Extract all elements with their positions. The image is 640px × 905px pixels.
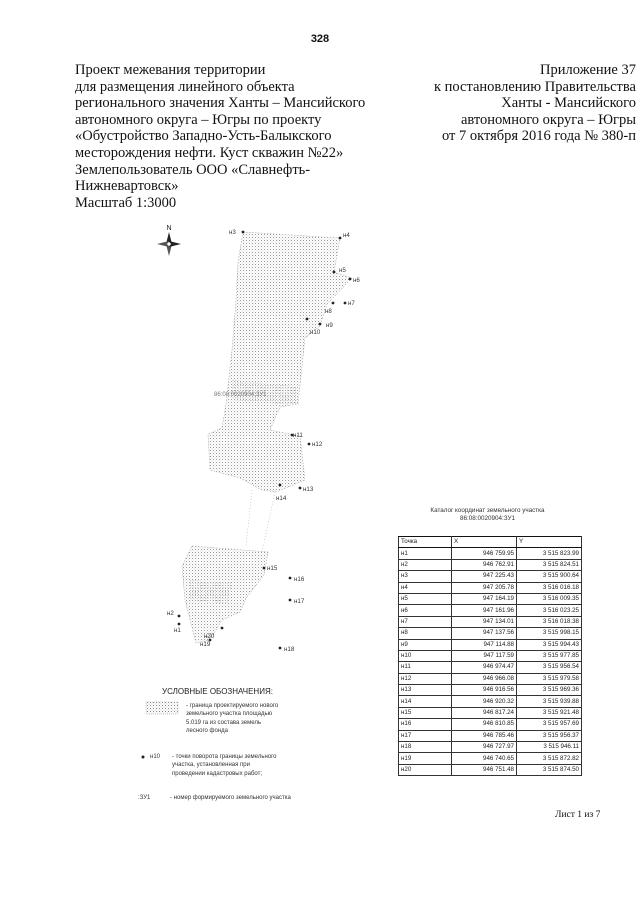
point-label: н7: [348, 300, 355, 307]
point-cell: н17: [399, 730, 452, 741]
legend-point-symbol: н10: [150, 754, 160, 760]
appendix-line: к постановлению Правительства: [434, 78, 636, 95]
point-cell: н18: [399, 742, 452, 753]
boundary-point: [308, 443, 311, 446]
x-coordinate-cell: 946 759.95: [452, 548, 517, 559]
point-label: н13: [303, 486, 314, 493]
x-coordinate-cell: 947 161.96: [452, 605, 517, 616]
y-coordinate-cell: 3 515 998.15: [517, 628, 582, 639]
title-line: для размещения линейного объекта: [75, 78, 295, 95]
parcel-boundary: [182, 232, 352, 643]
table-row: [399, 571, 582, 582]
x-coordinate-cell: 947 205.78: [452, 582, 517, 593]
boundary-point: [178, 623, 181, 626]
boundary-point: [319, 323, 322, 326]
column-header: X: [452, 537, 517, 548]
x-coordinate-cell: 947 117.59: [452, 650, 517, 661]
point-label: н2: [167, 610, 174, 617]
title-line: Нижневартовск»: [75, 178, 179, 195]
point-label: н6: [353, 277, 360, 284]
table-row: [399, 753, 582, 764]
legend-symbols: [142, 702, 179, 759]
point-label: н20: [204, 633, 215, 640]
y-coordinate-cell: 3 515 956.54: [517, 662, 582, 673]
x-coordinate-cell: 946 762.91: [452, 559, 517, 570]
point-cell: н10: [399, 650, 452, 661]
coordinate-catalog-table: [398, 536, 582, 776]
y-coordinate-cell: 3 515 824.51: [517, 559, 582, 570]
boundary-point: [339, 237, 342, 240]
boundary-point: [279, 484, 282, 487]
y-coordinate-cell: 3 516 023.25: [517, 605, 582, 616]
point-cell: н15: [399, 707, 452, 718]
appendix-line: Приложение 37: [540, 62, 636, 78]
legend-item-boundary: [186, 702, 278, 736]
point-cell: н3: [399, 571, 452, 582]
legend-text: 5.019 га из состава земель: [186, 719, 261, 726]
boundary-point: [344, 302, 347, 305]
table-row: [399, 582, 582, 593]
point-cell: н12: [399, 673, 452, 684]
y-coordinate-cell: 3 515 823.99: [517, 548, 582, 559]
x-coordinate-cell: 946 920.32: [452, 696, 517, 707]
legend-text: участка, установленная при: [172, 762, 250, 769]
boundary-point: [178, 615, 181, 618]
point-cell: н16: [399, 719, 452, 730]
table-row: [399, 605, 582, 616]
x-coordinate-cell: 947 114.88: [452, 639, 517, 650]
x-coordinate-cell: 946 751.48: [452, 764, 517, 775]
legend-text: земельного участка площадью: [186, 711, 273, 718]
x-coordinate-cell: 946 817.24: [452, 707, 517, 718]
point-label: н15: [267, 565, 278, 572]
title-line: регионального значения Ханты – Мансийского: [75, 95, 366, 112]
x-coordinate-cell: 947 164.19: [452, 593, 517, 604]
boundary-point: [263, 567, 266, 570]
table-row: [399, 650, 582, 661]
table-row: [399, 616, 582, 627]
appendix-line: Ханты - Мансийского: [501, 95, 636, 112]
legend-title: УСЛОВНЫЕ ОБОЗНАЧЕНИЯ:: [162, 687, 273, 696]
table-row: [399, 696, 582, 707]
boundary-point: [221, 627, 224, 630]
y-coordinate-cell: 3 515 969.36: [517, 685, 582, 696]
point-cell: н13: [399, 685, 452, 696]
y-coordinate-cell: 3 515 939.88: [517, 696, 582, 707]
x-coordinate-cell: 946 740.65: [452, 753, 517, 764]
legend-parcel-symbol: :ЗУ1: [138, 795, 151, 801]
point-label: н16: [294, 576, 305, 583]
legend-item-parcel: - номер формируемого земельного участка: [170, 795, 291, 801]
table-row: [399, 639, 582, 650]
catalog-title-line: Каталог координат земельного участка: [430, 507, 545, 514]
boundary-point: [333, 271, 336, 274]
column-header: Y: [517, 537, 582, 548]
point-cell: н11: [399, 662, 452, 673]
boundary-point: [306, 318, 309, 321]
point-label: н9: [326, 322, 333, 329]
column-header: Точка: [399, 537, 452, 548]
x-coordinate-cell: 946 966.08: [452, 673, 517, 684]
y-coordinate-cell: 3 515 900.64: [517, 571, 582, 582]
legend-text: проведении кадастровых работ;: [172, 770, 263, 777]
table-row: [399, 662, 582, 673]
table-header-row: [399, 537, 582, 548]
y-coordinate-cell: 3 516 018.38: [517, 616, 582, 627]
catalog-title: [395, 507, 580, 523]
boundary-point: [242, 231, 245, 234]
y-coordinate-cell: 3 515 994.43: [517, 639, 582, 650]
y-coordinate-cell: 3 515 872.82: [517, 753, 582, 764]
point-label: н12: [312, 441, 323, 448]
point-label: н11: [293, 432, 303, 439]
table-row: [399, 673, 582, 684]
point-label: н17: [294, 598, 305, 605]
point-cell: н5: [399, 593, 452, 604]
point-cell: н2: [399, 559, 452, 570]
table-row: [399, 685, 582, 696]
y-coordinate-cell: 3 515 956.37: [517, 730, 582, 741]
legend-text: лесного фонда: [186, 728, 228, 735]
north-arrow-icon: [157, 225, 181, 256]
y-coordinate-cell: 3 515 946.11: [517, 742, 582, 753]
point-label: н8: [325, 308, 332, 315]
x-coordinate-cell: 946 916.56: [452, 685, 517, 696]
point-cell: н19: [399, 753, 452, 764]
x-coordinate-cell: 947 225.43: [452, 571, 517, 582]
point-cell: н6: [399, 605, 452, 616]
legend-text: - граница проектируемого нового: [186, 703, 279, 709]
point-label: н18: [284, 646, 295, 653]
point-label: н1: [174, 627, 181, 634]
x-coordinate-cell: 946 727.97: [452, 742, 517, 753]
table-row: [399, 559, 582, 570]
boundary-point: [289, 577, 292, 580]
y-coordinate-cell: 3 516 009.35: [517, 593, 582, 604]
point-label: н4: [343, 232, 350, 239]
table-row: [399, 719, 582, 730]
y-coordinate-cell: 3 515 977.85: [517, 650, 582, 661]
point-cell: н4: [399, 582, 452, 593]
boundary-point: [289, 599, 292, 602]
y-coordinate-cell: 3 515 921.48: [517, 707, 582, 718]
point-cell: н1: [399, 548, 452, 559]
x-coordinate-cell: 947 134.01: [452, 616, 517, 627]
sheet-label: Лист 1 из 7: [555, 810, 601, 820]
north-label: N: [166, 225, 172, 232]
legend-text: - точки поворота границы земельного: [172, 754, 277, 760]
x-coordinate-cell: 946 810.85: [452, 719, 517, 730]
table-row: [399, 764, 582, 775]
x-coordinate-cell: 946 785.46: [452, 730, 517, 741]
boundary-point: [349, 278, 352, 281]
point-cell: н9: [399, 639, 452, 650]
catalog-title-line: 86:08:0020904:ЗУ1: [459, 515, 515, 522]
table-row: [399, 742, 582, 753]
y-coordinate-cell: 3 515 957.69: [517, 719, 582, 730]
appendix-line: от 7 октября 2016 года № 380-п: [441, 128, 636, 145]
y-coordinate-cell: 3 516 016.18: [517, 582, 582, 593]
title-line: месторождения нефти. Куст скважин №22»: [75, 144, 344, 161]
point-label: н14: [276, 495, 287, 502]
title-line: Проект межевания территории: [75, 62, 266, 78]
point-label: н5: [339, 267, 346, 274]
point-label: н3: [229, 229, 236, 236]
table-row: [399, 593, 582, 604]
point-cell: н14: [399, 696, 452, 707]
title-line: «Обустройство Западно-Усть-Балыкского: [75, 128, 332, 145]
y-coordinate-cell: 3 515 874.50: [517, 764, 582, 775]
point-label: н10: [310, 329, 321, 336]
parcel-label: 86:08:0020904:ЗУ1: [214, 392, 267, 398]
boundary-point: [332, 302, 335, 305]
page-number: 328: [310, 33, 330, 45]
point-label: н19: [200, 641, 211, 648]
boundary-point: [279, 647, 282, 650]
boundary-point: [299, 487, 302, 490]
legend-item-points: [172, 753, 277, 778]
point-cell: н20: [399, 764, 452, 775]
table-row: [399, 707, 582, 718]
point-cell: н8: [399, 628, 452, 639]
title-line: Землепользователь ООО «Славнефть-: [75, 161, 311, 178]
x-coordinate-cell: 946 974.47: [452, 662, 517, 673]
x-coordinate-cell: 947 137.56: [452, 628, 517, 639]
appendix-line: автономного округа – Югры: [460, 111, 636, 128]
table-row: [399, 730, 582, 741]
table-row: [399, 628, 582, 639]
y-coordinate-cell: 3 515 979.58: [517, 673, 582, 684]
title-line: автономного округа – Югры по проекту: [75, 111, 322, 128]
scale-line: Масштаб 1:3000: [75, 194, 177, 211]
table-row: [399, 548, 582, 559]
point-cell: н7: [399, 616, 452, 627]
